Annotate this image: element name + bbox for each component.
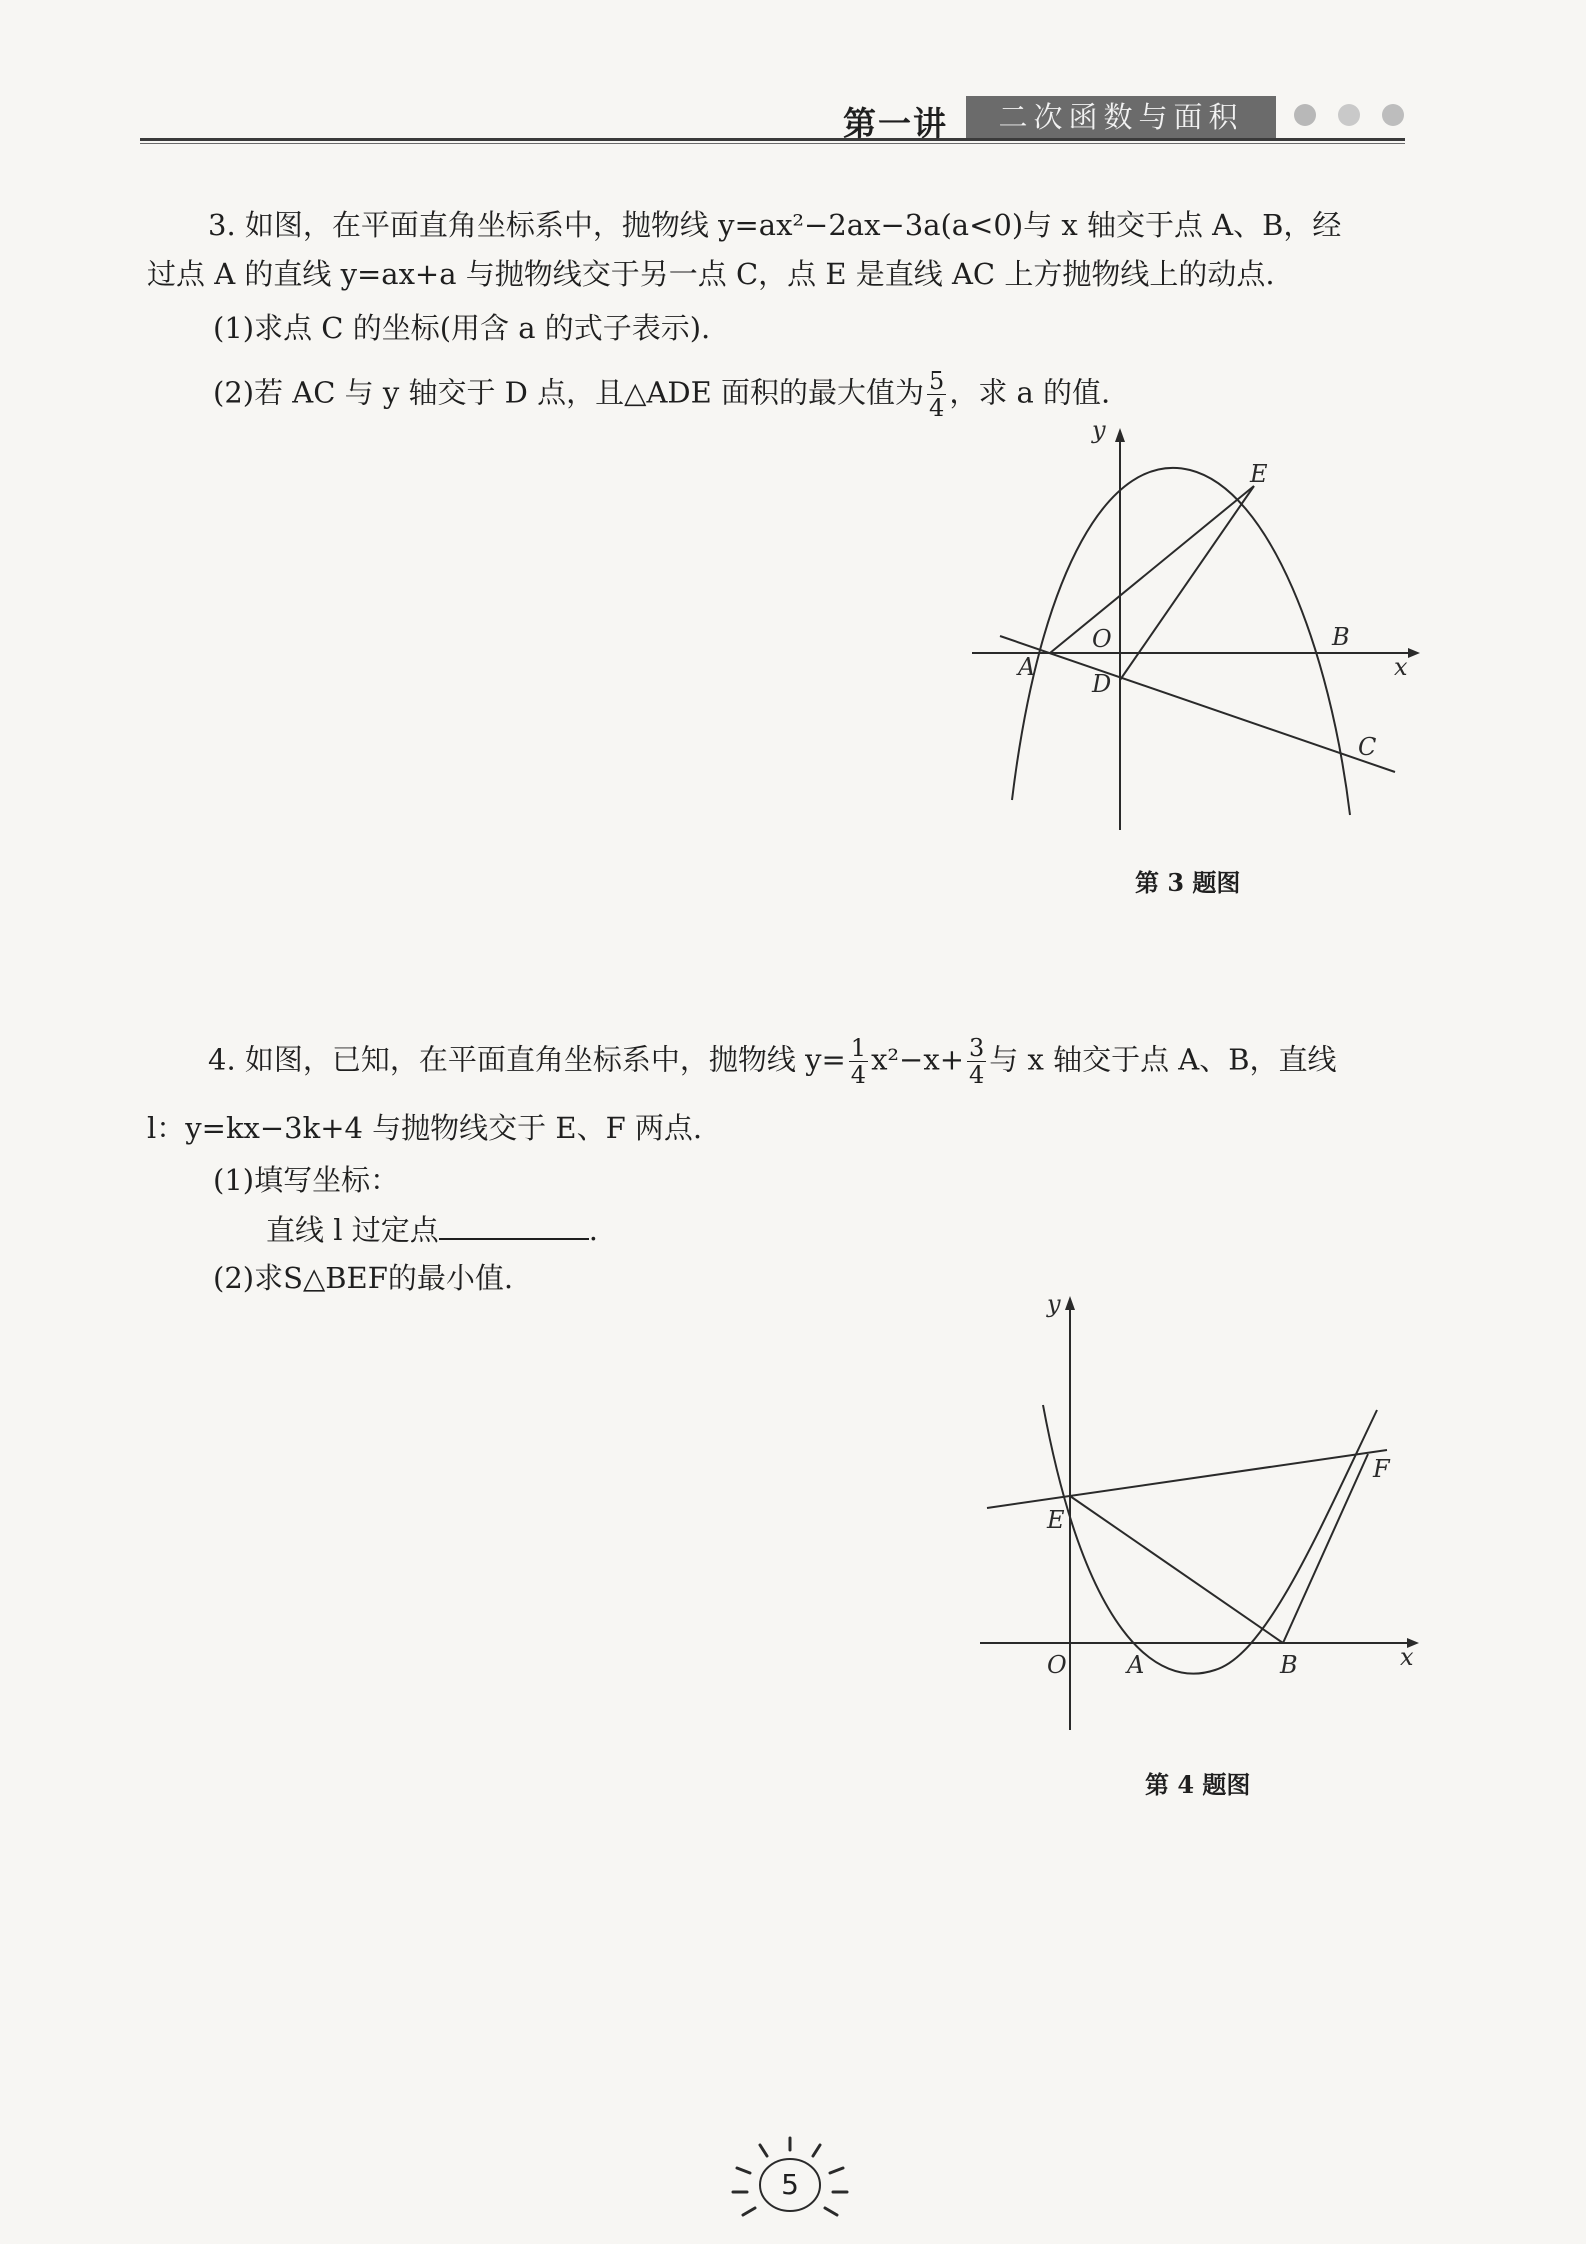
label-O: O <box>1047 1651 1067 1679</box>
frac-num: 1 <box>850 1034 867 1062</box>
page-number: 5 <box>781 2168 799 2201</box>
fraction-1-4 <box>849 1035 868 1088</box>
decor-dot <box>1382 104 1404 126</box>
segment-AE <box>1050 486 1254 653</box>
label-F: F <box>1373 1455 1390 1483</box>
sun-ray <box>830 2168 843 2173</box>
problem3-part2-end: ，求 a 的值. <box>949 375 1111 410</box>
answer-blank[interactable] <box>439 1210 589 1240</box>
label-y: y <box>1047 1290 1061 1318</box>
label-E: E <box>1250 460 1268 488</box>
problem4-part1: (1)填写坐标： <box>213 1163 400 1197</box>
topic-banner: 二次函数与面积 <box>966 96 1276 138</box>
label-O: O <box>1092 625 1112 653</box>
lecture-label: 第一讲 <box>843 104 948 143</box>
line-AC <box>1000 636 1395 772</box>
label-D: D <box>1092 670 1112 698</box>
y-axis-arrow <box>1065 1296 1075 1310</box>
fraction-3-4 <box>967 1035 986 1088</box>
label-A: A <box>1018 653 1036 681</box>
fraction-5-4 <box>927 368 946 421</box>
problem3-part2 <box>213 368 1110 421</box>
figure4-graph <box>975 1290 1425 1740</box>
label-x: x <box>1394 653 1408 681</box>
frac-den: 4 <box>929 394 945 422</box>
frac-den: 4 <box>850 1061 867 1089</box>
figure3-graph <box>960 420 1420 840</box>
decor-dot <box>1338 104 1360 126</box>
figure3-caption: 第 3 题图 <box>1135 868 1241 897</box>
y-axis-arrow <box>1115 428 1125 442</box>
label-C: C <box>1358 733 1377 761</box>
frac-num: 3 <box>969 1034 985 1062</box>
problem4-line1 <box>208 1035 1337 1088</box>
segment-EB <box>1070 1496 1283 1643</box>
decor-dot <box>1294 104 1316 126</box>
sun-ray <box>825 2208 837 2215</box>
label-B: B <box>1332 623 1350 651</box>
segment-DE <box>1120 486 1254 680</box>
x-axis-arrow <box>1408 648 1420 658</box>
sun-ray <box>760 2145 767 2156</box>
frac-den: 4 <box>969 1061 985 1089</box>
label-E: E <box>1047 1506 1065 1534</box>
problem3-line1: 3. 如图，在平面直角坐标系中，抛物线 y=ax²−2ax−3a(a<0)与 x 轴交于点 A、B，经 <box>208 208 1342 242</box>
problem3-line2: 过点 A 的直线 y=ax+a 与抛物线交于另一点 C，点 E 是直线 AC 上方抛物线上的动点. <box>147 257 1275 291</box>
problem4-part2: (2)求S△BEF的最小值. <box>213 1261 514 1295</box>
sun-ray <box>737 2168 750 2173</box>
label-B: B <box>1280 1651 1298 1679</box>
problem4-line1-end: 与 x 轴交于点 A、B，直线 <box>989 1042 1337 1077</box>
figure4-caption: 第 4 题图 <box>1145 1770 1251 1799</box>
header-rule-thin <box>140 143 1405 144</box>
fill-period: . <box>588 1213 598 1247</box>
problem3-part2-text: (2)若 AC 与 y 轴交于 D 点，且△ADE 面积的最大值为 <box>213 375 925 410</box>
problem3-part1: (1)求点 C 的坐标(用含 a 的式子表示). <box>213 311 711 345</box>
frac-num: 5 <box>929 367 945 395</box>
line-l <box>987 1450 1387 1508</box>
problem4-line2: l：y=kx−3k+4 与抛物线交于 E、F 两点. <box>147 1111 703 1145</box>
problem4-line1-start: 4. 如图，已知，在平面直角坐标系中，抛物线 y= <box>208 1042 846 1077</box>
sun-ray <box>743 2208 755 2215</box>
label-y: y <box>1092 420 1106 444</box>
label-A: A <box>1127 1651 1145 1679</box>
problem4-line1-mid: x²−x+ <box>871 1042 965 1077</box>
header-rule <box>140 138 1405 141</box>
segment-BF <box>1283 1454 1368 1643</box>
fixed-point-prompt: 直线 l 过定点 <box>266 1213 439 1247</box>
label-x: x <box>1400 1643 1414 1671</box>
problem4-part1-fill <box>266 1210 598 1250</box>
parabola <box>1043 1405 1377 1674</box>
sun-ray <box>813 2145 820 2156</box>
